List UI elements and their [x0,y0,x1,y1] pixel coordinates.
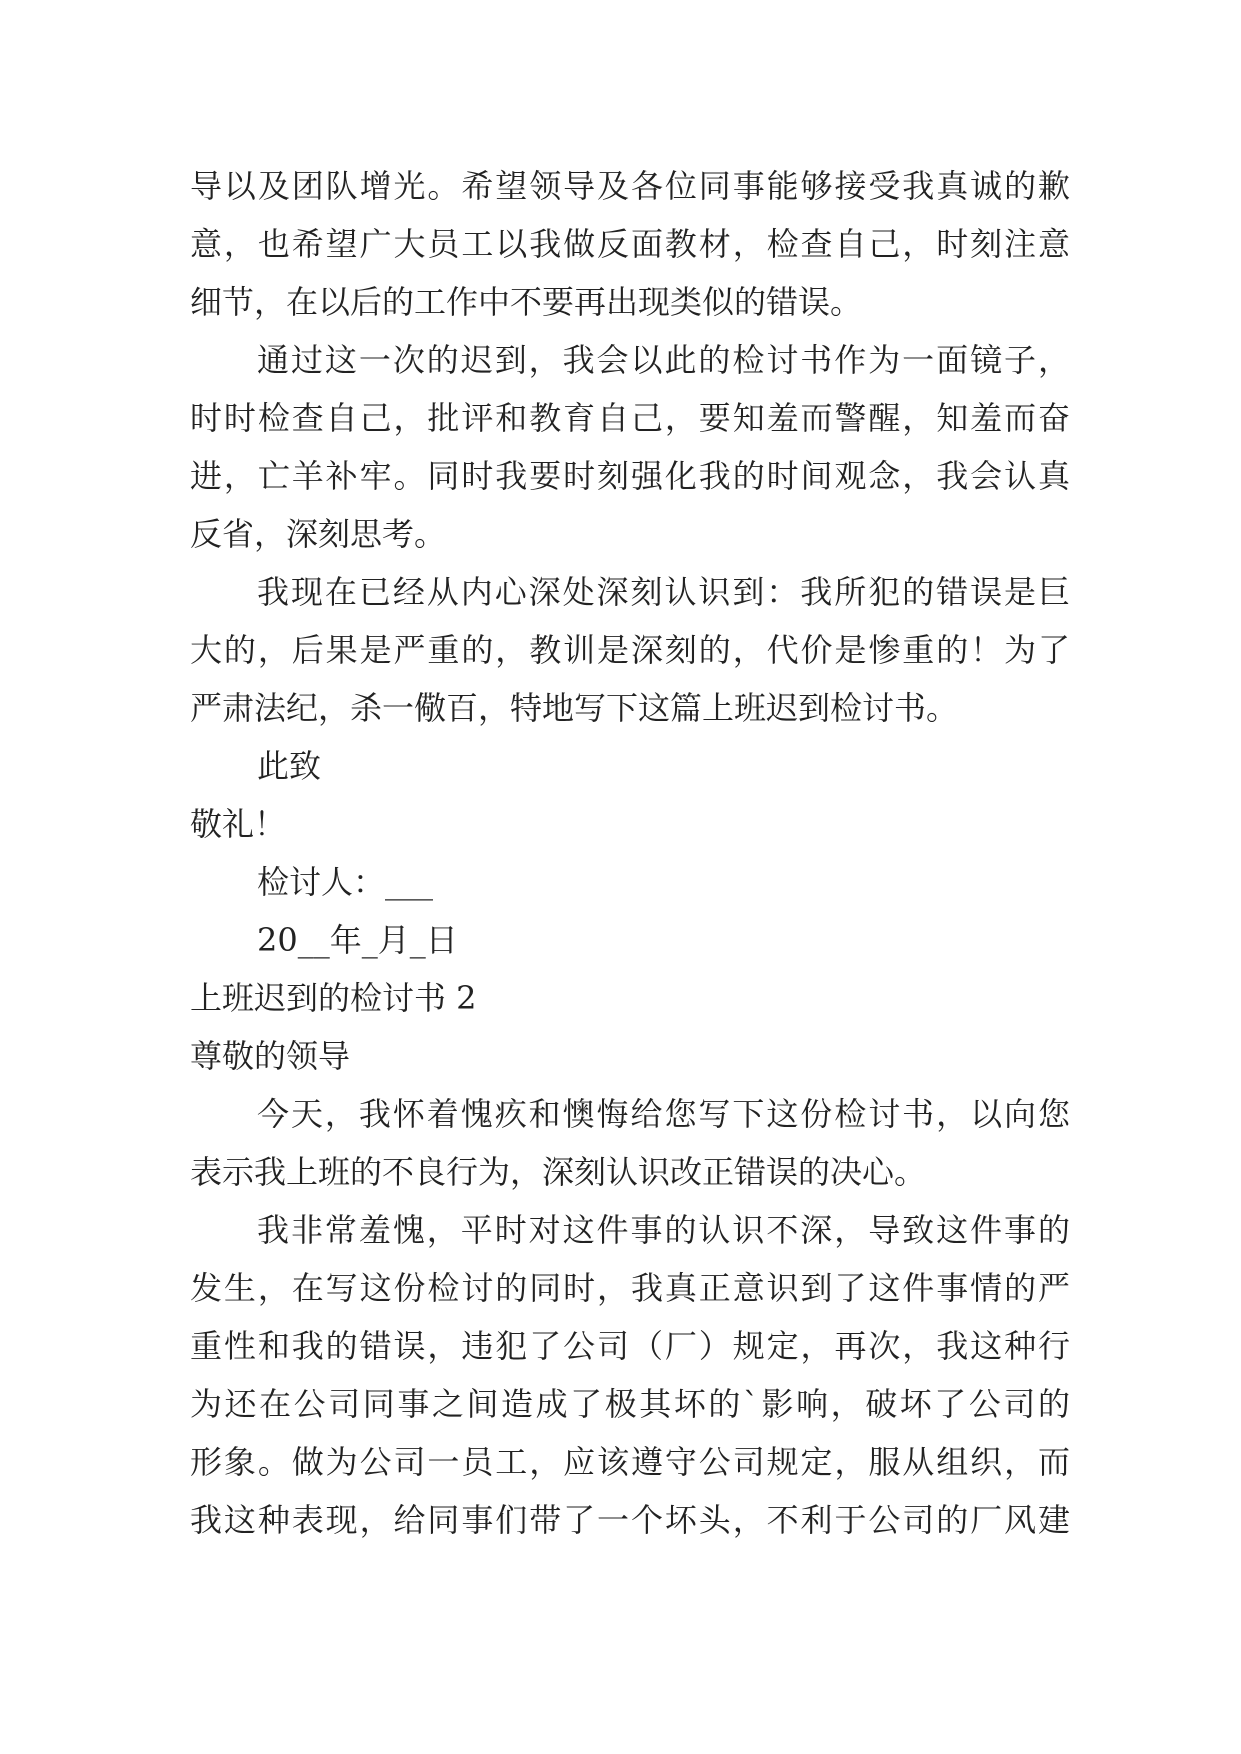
text-line: 形象。做为公司一员工，应该遵守公司规定，服从组织，而 [190,1443,1070,1481]
closing-salutation: 此致 [257,747,322,785]
text-line: 细节，在以后的工作中不要再出现类似的错误。 [190,283,863,321]
paragraph-first-line: 我现在已经从内心深处深刻认识到：我所犯的错误是巨 [257,573,1070,611]
text-line: 意，也希望广大员工以我做反面教材，检查自己，时刻注意 [190,225,1070,263]
closing-regards: 敬礼！ [190,805,287,843]
text-line: 为还在公司同事之间造成了极其坏的`影响，破坏了公司的 [190,1385,1070,1423]
signature-line: 检讨人：___ [257,863,434,901]
text-line: 时时检查自己，批评和教育自己，要知羞而警醒，知羞而奋 [190,399,1070,437]
text-line: 重性和我的错误，违犯了公司（厂）规定，再次，我这种行 [190,1327,1070,1365]
text-line: 导以及团队增光。希望领导及各位同事能够接受我真诚的歉 [190,167,1070,205]
date-line: 20__年_月_日 [257,921,458,959]
text-line: 表示我上班的不良行为，深刻认识改正错误的决心。 [190,1153,927,1191]
text-line: 进，亡羊补牢。同时我要时刻强化我的时间观念，我会认真 [190,457,1070,495]
text-line: 我这种表现，给同事们带了一个坏头，不利于公司的厂风建 [190,1501,1070,1539]
text-line: 严肃法纪，杀一儆百，特地写下这篇上班迟到检讨书。 [190,689,959,727]
text-line: 反省，深刻思考。 [190,515,447,553]
paragraph-first-line: 我非常羞愧，平时对这件事的认识不深，导致这件事的 [257,1211,1070,1249]
text-line: 大的，后果是严重的，教训是深刻的，代价是惨重的！为了 [190,631,1070,669]
greeting: 尊敬的领导 [190,1037,351,1075]
paragraph-first-line: 今天，我怀着愧疚和懊悔给您写下这份检讨书，以向您 [257,1095,1070,1133]
section-title: 上班迟到的检讨书 2 [190,979,477,1017]
text-line: 发生，在写这份检讨的同时，我真正意识到了这件事情的严 [190,1269,1070,1307]
paragraph-first-line: 通过这一次的迟到，我会以此的检讨书作为一面镜子， [257,341,1070,379]
